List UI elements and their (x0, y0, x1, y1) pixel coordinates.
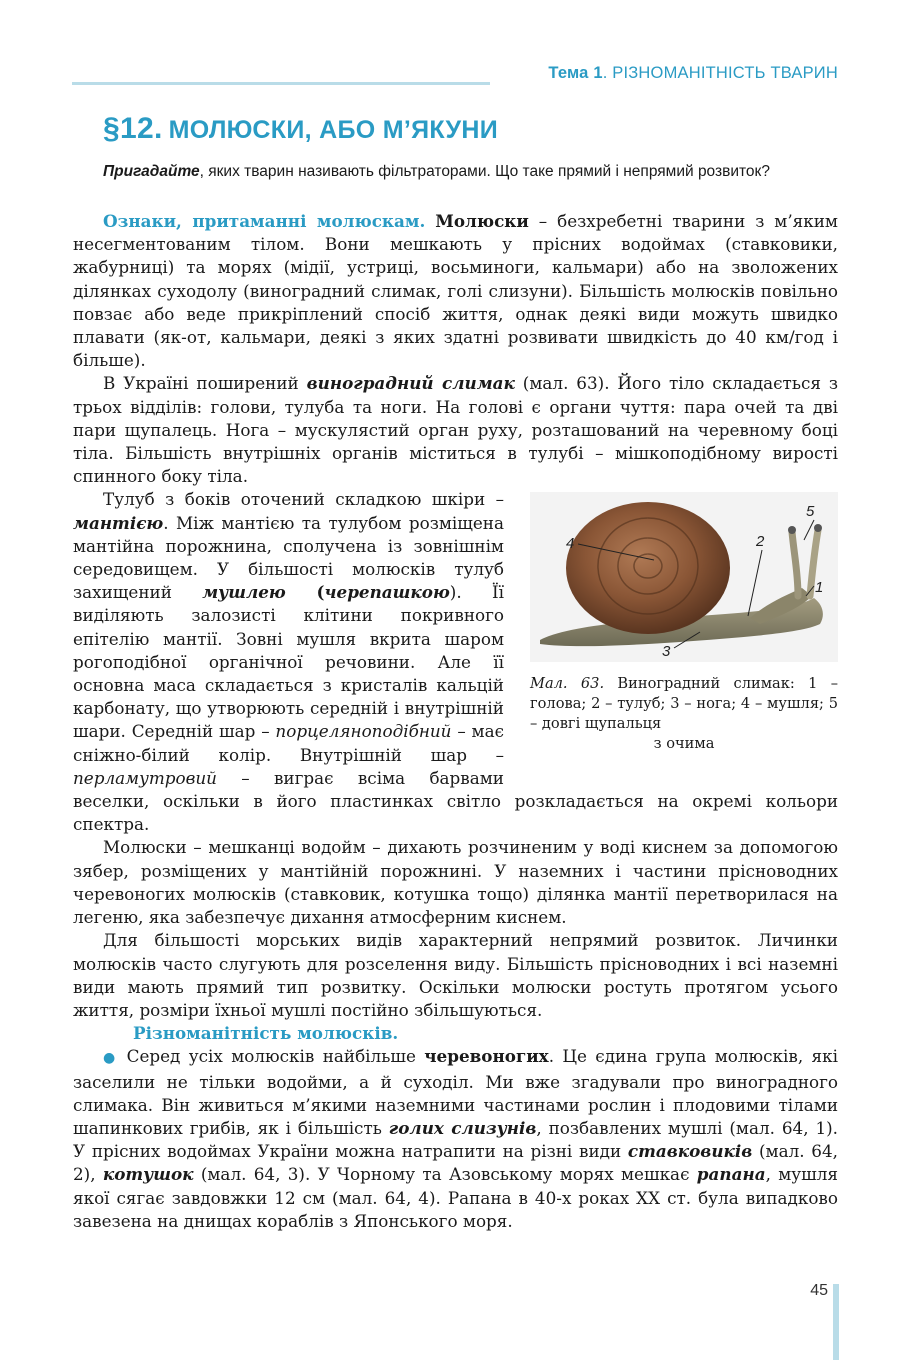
term-rapana: рапана (696, 1164, 766, 1185)
body-text (73, 210, 838, 1233)
paragraph-2: В Україні поширений виноградний слимак (мал. 63). Його тіло складається з трьох відділів: голови, тулуба та ноги. На голові є органи чуття: пара очей та дві пари щупалець. Нога – мускулястий орган руху, розташований на черевному боці тіла. Більшість внутрішніх органів міститься в тулубі – мішкоподібному вирості спинного боку тіла. (73, 373, 839, 487)
figure-caption: Мал. 63. Виноградний слимак: 1 – голова; 2 – тулуб; 3 – нога; 4 – мушля; 5 – довгі щупальця з очима (530, 675, 838, 753)
term-mantle: мантією (73, 512, 164, 533)
term-gastropods: черевоногих (424, 1046, 549, 1067)
term-ramshorn: котушок (102, 1164, 194, 1185)
paragraph-6: ● Серед усіх молюсків найбільше черевоногих. Це єдина група молюсків, які заселили не тільки водойми, а й суходіл. Ми вже згадували про виноградного слимака. Він живиться м’якими наземними частинами рослин і плодовими тілами шапинкових грибів, як і більшість голих слизунів, позбавлених мушлі (мал. 64, 1). У прісних водоймах України можна натрапити на різні види ставковиків (мал. 64, 2), котушок (мал. 64, 3). У Чорному та Азовському морях мешкає рапана, мушля якої сягає завдовжки 12 см (мал. 64, 4). Рапана в 40-х роках XX ст. була випадково завезена на днищах кораблів з Японського моря. (73, 1046, 839, 1231)
label-5: 5 (806, 503, 815, 521)
label-4: 4 (566, 535, 575, 553)
paragraph-1: Ознаки, притаманні молюскам. Молюски – безхребетні тварини з м’яким несегментованим тілом. Вони мешкають у прісних водоймах (ставковики, жабурниці) та морях (мідії, устриці, восьминоги, кальмари) або на зволожених ділянках суходолу (виноградний слимак, голі слизуни). Більшість молюсків повільно повзає або веде прикріплений спосіб життя, однак деякі види можуть швидко плавати (як-от, кальмари, деякі з яких здатні розвивати швидкість до 40 км/год і більше). (73, 211, 838, 371)
topic-title: . РІЗНОМАНІТНІСТЬ ТВАРИН (602, 64, 838, 82)
figure-63 (530, 492, 838, 764)
subsection-heading-features: Ознаки, притаманні молюскам. (103, 211, 426, 231)
label-3: 3 (662, 643, 671, 661)
paragraph-3: Тулуб з боків оточений складкою шкіри – мантією. Між мантією та тулубом розміщена мантійна порожнина, сполучена із зовнішнім середовищем. У більшості молюсків тулуб захищений мушлею (черепашкою). Її виділяють залозисті клітини покривного епітелію мантії. Зовні мушля вкрита шаром рогоподібної органічної речовини. Але її основна маса складається з кристалів кальцій карбонату, що утворюють середній і внутрішній шари. Середній шар – порцеляноподібний – має сніжно-білий колір. Внутрішній шар – перламутровий – виграє всіма барвами веселки, оскільки в його пластинках світло розкладається на окремі кольори спектра. (73, 489, 838, 835)
term-porcelain: порцеляноподібний (275, 721, 452, 742)
section-number: §12. (103, 112, 163, 145)
topic-number: Тема 1 (548, 64, 603, 82)
running-header (548, 64, 838, 83)
label-2: 2 (756, 533, 765, 551)
term-slugs: голих слизунів (388, 1117, 537, 1138)
paragraph-5: Для більшості морських видів характерний непрямий розвиток. Личинки молюсків часто слугують для розселення виду. Більшість прісноводних і всі наземні види мають прямий тип розвитку. Оскільки молюски ростуть протягом усього життя, розміри їхньої мушлі постійно збільшуються. (73, 930, 838, 1020)
recall-prompt (103, 161, 838, 183)
term-molluscs: Молюски (435, 211, 529, 231)
header-rule (72, 82, 490, 85)
page-edge-bar (833, 1284, 839, 1360)
term-nacre: перламутровий (73, 767, 217, 788)
section-title-text: МОЛЮСКИ, АБО М’ЯКУНИ (168, 116, 499, 144)
term-grape-snail: виноградний слимак (306, 373, 515, 394)
recall-text: , яких тварин називають фільтраторами. Що таке прямий і непрямий розвиток? (199, 163, 770, 180)
page-number: 45 (810, 1282, 828, 1299)
subsection-heading-diversity: Різноманітність молюсків. (133, 1023, 399, 1044)
term-cherepashka: черепашкою (324, 582, 450, 603)
caption-label: Мал. 63. (530, 675, 605, 693)
recall-label: Пригадайте (103, 163, 200, 180)
snail-illustration (530, 492, 838, 662)
paragraph-4: Молюски – мешканці водойм – дихають розчиненим у воді киснем за допомогою зябер, розміщених у мантійній порожнині. У наземних і частини прісноводних черевоногих молюсків (ставковик, котушка тощо) ділянка мантії перетворилася на легеню, яка забезпечує дихання атмосферним киснем. (73, 837, 838, 928)
bullet-icon: ● (103, 1050, 119, 1067)
term-pond-snails: ставковиків (627, 1141, 753, 1162)
label-1: 1 (815, 579, 824, 597)
section-title (103, 112, 498, 146)
term-shell: мушлею (202, 582, 286, 603)
